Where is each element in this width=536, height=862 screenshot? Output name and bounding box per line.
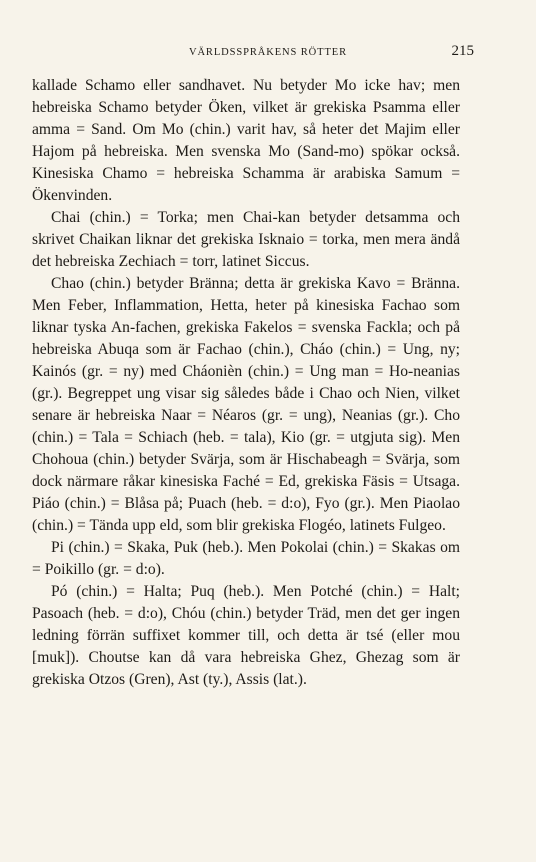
paragraph-chai: Chai (chin.) = Torka; men Chai-kan betyder detsamma och skrivet Chaikan liknar det grekiska Isknaio = torka, men mera ändå det hebreiska Zechiach = torr, latinet Siccus. — [32, 209, 460, 270]
paragraph-pi: Pi (chin.) = Skaka, Puk (heb.). Men Pokolai (chin.) = Skakas om = Poikillo (gr. = d:o). — [32, 539, 460, 578]
paragraph-schamo: kallade Schamo eller sandhavet. Nu betyder Mo icke hav; men hebreiska Schamo betyder Öken, vilket är grekiska Psamma eller amma = Sand. Om Mo (chin.) varit hav, så heter det Majim eller Hajom på hebreiska. Men svenska Mo (Sand-mo) spökar också. Kinesiska Chamo = hebreiska Schamma är arabiska Samum = Ökenvinden. — [32, 77, 460, 204]
running-head: VÄRLDSSPRÅKENS RÖTTER — [188, 47, 348, 58]
page-number: 215 — [451, 43, 474, 59]
page-header — [0, 43, 536, 63]
paragraph-po: Pó (chin.) = Halta; Puq (heb.). Men Potché (chin.) = Halt; Pasoach (heb. = d:o), Chóu (chin.) betyder Träd, men det ger ingen ledning förrän suffixet kommer till, och detta är tsé (eller mou [muk]). Choutse kan då vara hebreiska Ghez, Ghezag som är grekiska Otzos (Gren), Ast (ty.), Assis (lat.). — [32, 583, 460, 688]
paragraph-chao: Chao (chin.) betyder Bränna; detta är grekiska Kavo = Bränna. Men Feber, Inflammation, Hetta, heter på kinesiska Fachao som liknar tyska An-fachen, grekiska Fakelos = svenska Fackla; och på hebreiska Abuqa som är Fachao (chin.), Cháo (chin.) = Ung, ny; Kainós (gr. = ny) med Cháonièn (chin.) = Ung man = Ho-neanias (gr.). Begreppet ung visar sig således både i Chao och Nien, vilket senare är hebreiska Naar = Néaros (gr. = ung), Neanias (gr.). Cho (chin.) = Tala = Schiach (heb. = tala), Kio (gr. = utgjuta sig). Men Chohoua (chin.) betyder Svärja, som är Hischabeagh = Svärja, som dock närmare råkar kinesiska Faché = Ed, grekiska Fäsis = Utsaga. Piáo (chin.) = Blåsa på; Puach (heb. = d:o), Fyo (gr.). Men Piaolao (chin.) = Tända upp eld, som blir grekiska Flogéo, latinets Fulgeo. — [32, 275, 460, 534]
body-text — [32, 75, 460, 691]
